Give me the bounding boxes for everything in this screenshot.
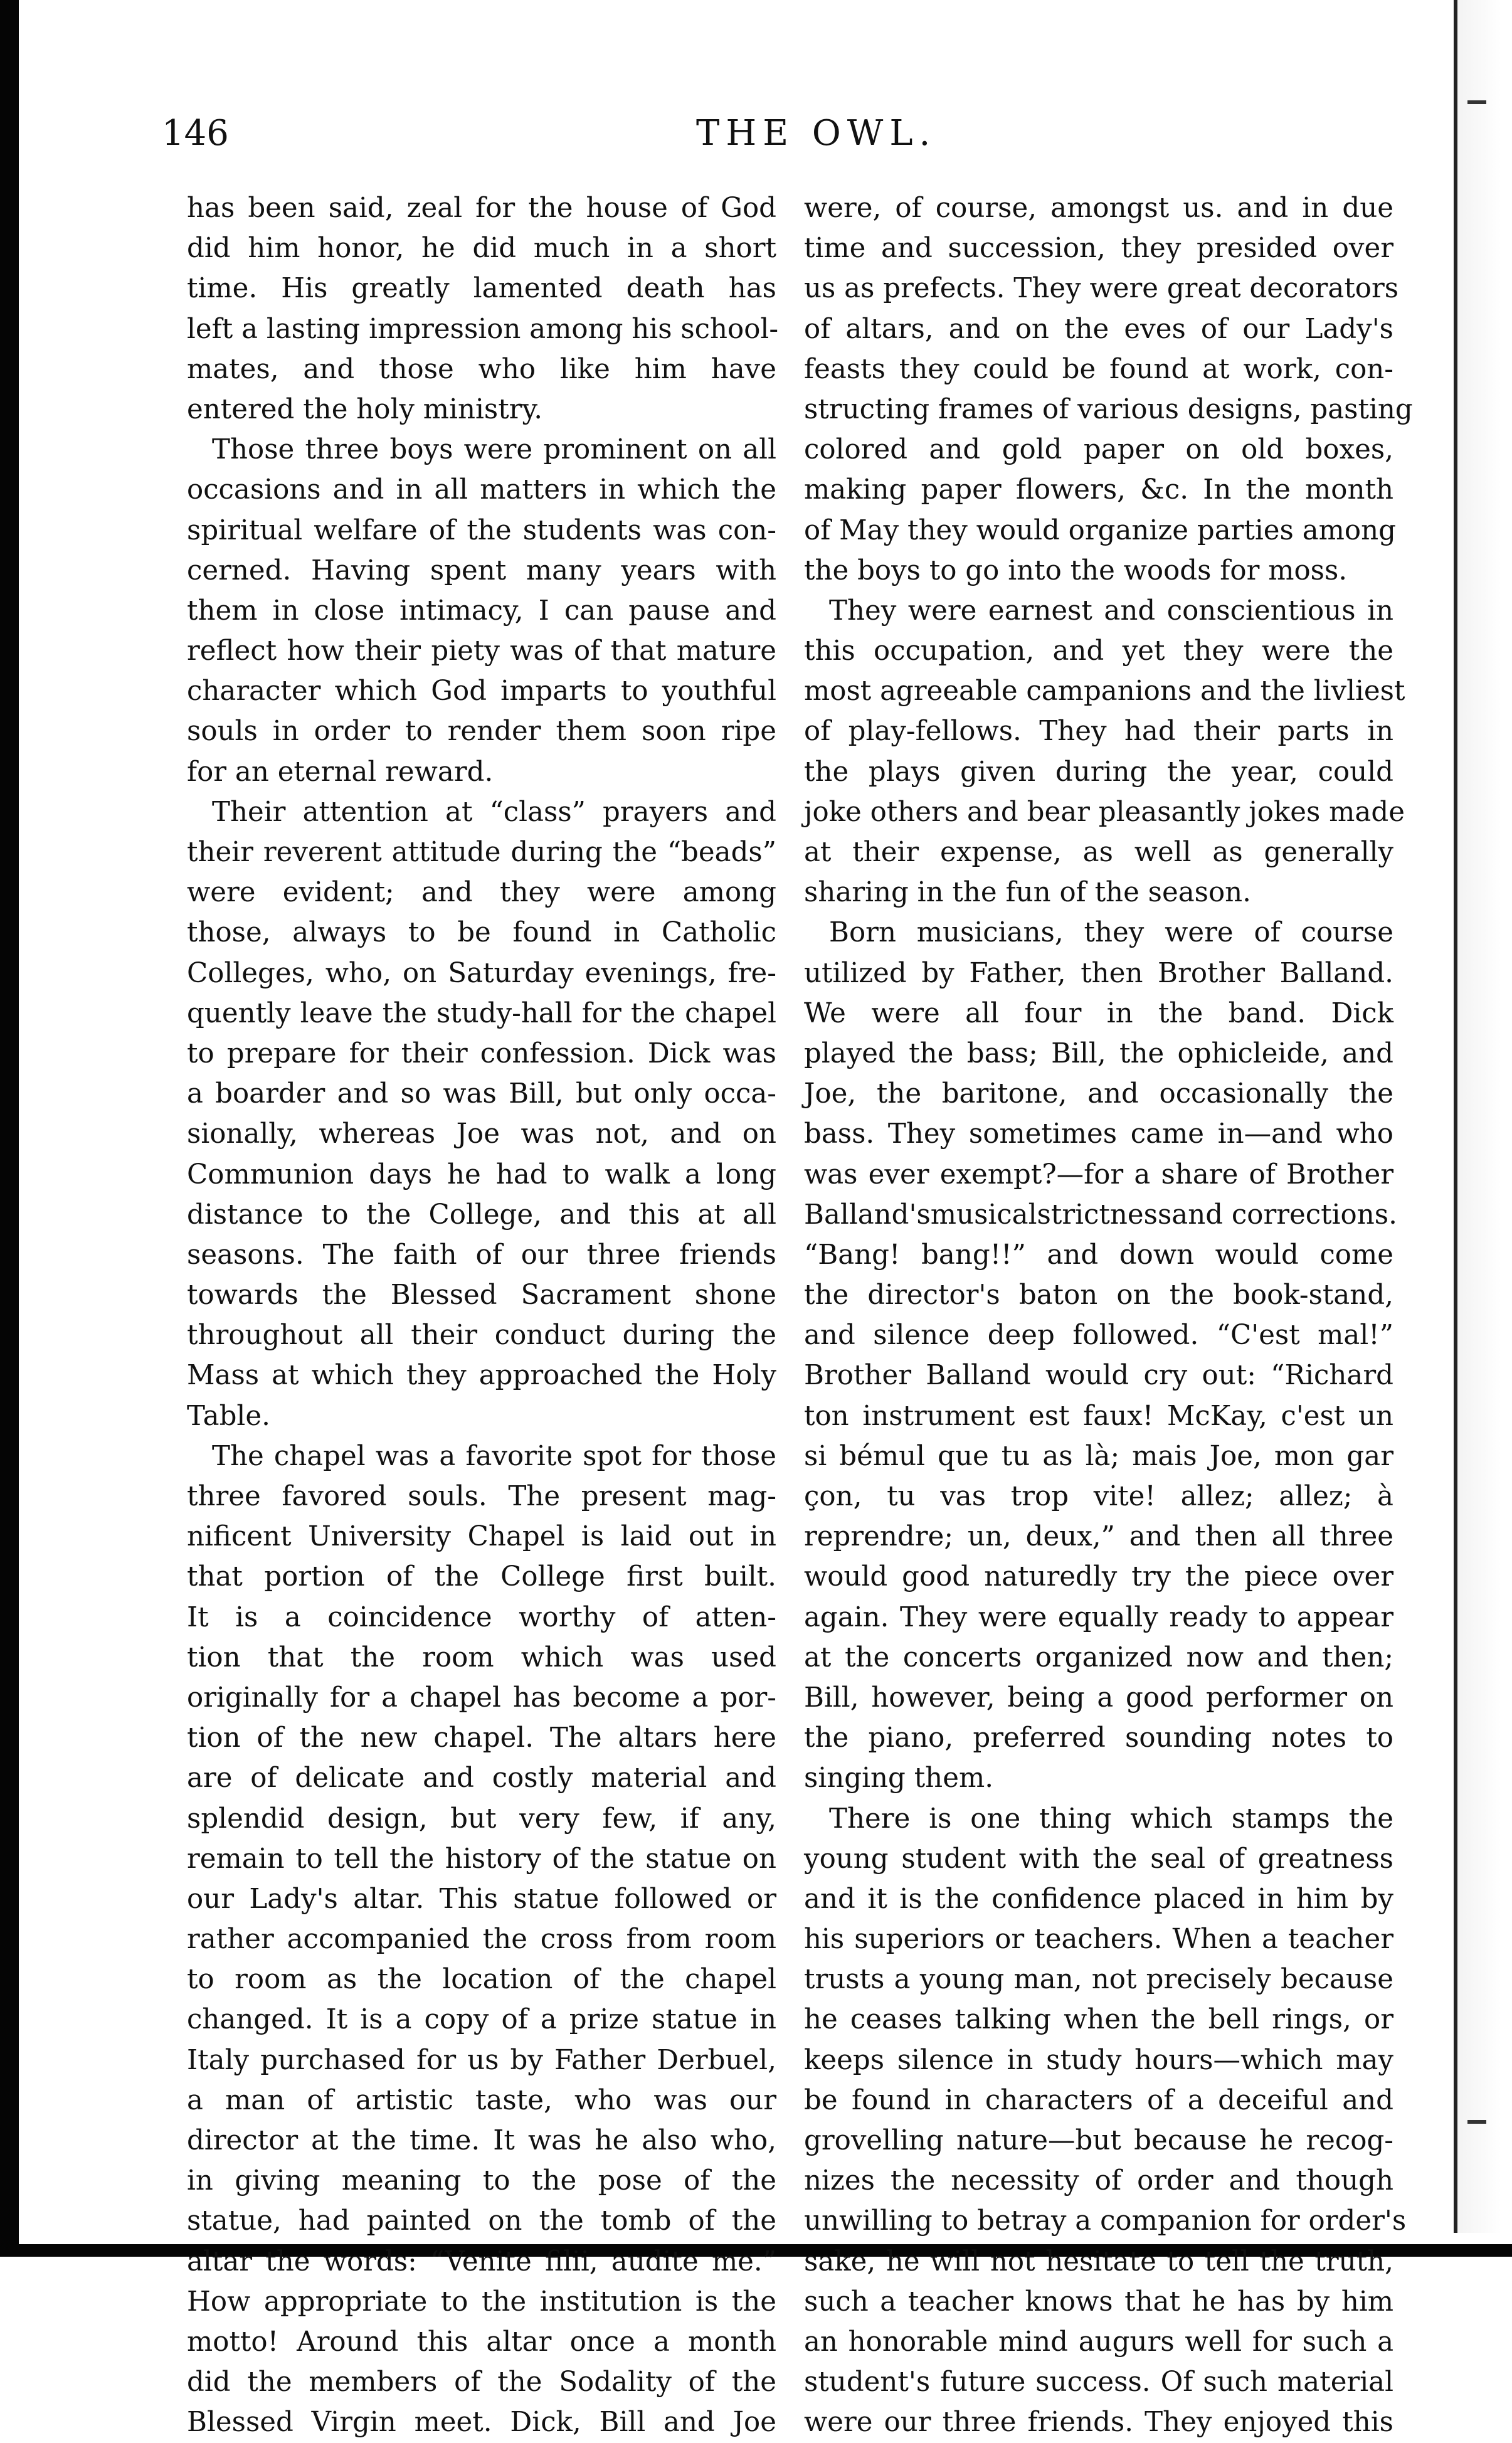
text-line: colored and gold paper on old boxes, <box>804 434 1393 466</box>
text-line: left a lasting impression among his school- <box>187 313 779 345</box>
text-line: the plays given during the year, could <box>804 756 1393 788</box>
text-line: reprendre; un, deux,” and then all three <box>804 1521 1393 1553</box>
text-line: were evident; and they were among <box>187 877 776 909</box>
text-line: “Bang! bang!!” and down would come <box>804 1239 1393 1271</box>
text-line: sake, he will not hesitate to tell the truth, <box>804 2245 1393 2277</box>
text-line: feasts they could be found at work, con- <box>804 353 1393 385</box>
text-line: director at the time. It was he also who, <box>187 2125 776 2156</box>
text-line: unwilling to betray a companion for order's <box>804 2205 1407 2237</box>
text-line: played the bass; Bill, the ophicleide, and <box>804 1037 1393 1069</box>
text-line: nificent University Chapel is laid out in <box>187 1521 776 1553</box>
text-line: an honorable mind augurs well for such a <box>804 2326 1393 2358</box>
text-line: throughout all their conduct during the <box>187 1320 776 1352</box>
text-line: remain to tell the history of the statue on <box>187 1843 776 1875</box>
text-line: utilized by Father, then Brother Balland. <box>804 957 1393 989</box>
text-line: Mass at which they approached the Holy <box>187 1360 776 1392</box>
text-line: character which God imparts to youthful <box>187 676 776 707</box>
text-line: did him honor, he did much in a short <box>187 233 776 265</box>
text-line: of May they would organize parties among <box>804 514 1396 546</box>
text-line: of play-fellows. They had their parts in <box>804 716 1393 748</box>
text-line: sharing in the fun of the season. <box>804 877 1251 909</box>
text-line: were our three friends. They enjoyed this <box>804 2407 1393 2439</box>
text-line: and silence deep followed. “C'est mal!” <box>804 1320 1393 1352</box>
text-line: souls in order to render them soon ripe <box>187 716 776 748</box>
page-number: 146 <box>162 113 229 154</box>
text-line: ton instrument est faux! McKay, c'est un <box>804 1400 1393 1432</box>
text-line: keeps silence in study hours—which may <box>804 2044 1393 2076</box>
right-page-edge <box>1454 0 1501 2233</box>
text-line: Born musicians, they were of course <box>829 917 1393 949</box>
text-line: originally for a chapel has become a por- <box>187 1682 776 1714</box>
text-line: were, of course, amongst us. and in due <box>804 193 1393 224</box>
edge-mark <box>1467 100 1486 104</box>
text-line: Brother Balland would cry out: “Richard <box>804 1360 1393 1392</box>
text-line: It is a coincidence worthy of atten- <box>187 1601 776 1633</box>
text-line: their reverent attitude during the “beads” <box>187 837 776 868</box>
text-line: the piano, preferred sounding notes to <box>804 1722 1393 1754</box>
text-line: statue, had painted on the tomb of the <box>187 2205 776 2237</box>
text-line: at the concerts organized now and then; <box>804 1641 1393 1673</box>
text-line: cerned. Having spent many years with <box>187 554 776 586</box>
text-line: young student with the seal of greatness <box>804 1843 1393 1875</box>
text-line: time. His greatly lamented death has <box>187 273 776 305</box>
text-line: There is one thing which stamps the <box>829 1803 1393 1835</box>
text-line: Joe, the baritone, and occasionally the <box>804 1078 1393 1110</box>
text-line: joke others and bear pleasantly jokes made <box>804 796 1405 828</box>
text-line: be found in characters of a deceiful and <box>804 2084 1393 2116</box>
text-line: çon, tu vas trop vite! allez; allez; à <box>804 1481 1393 1512</box>
text-line: Colleges, who, on Saturday evenings, fre- <box>187 957 776 989</box>
text-line: Balland'smusicalstrictnessand corrections. <box>804 1199 1397 1231</box>
text-line: to prepare for their confession. Dick was <box>187 1037 776 1069</box>
text-line: that portion of the College first built. <box>187 1561 776 1593</box>
text-line: such a teacher knows that he has by him <box>804 2286 1393 2318</box>
text-line: Those three boys were prominent on all <box>212 434 776 466</box>
text-line: nizes the necessity of order and though <box>804 2165 1393 2197</box>
text-line: occasions and in all matters in which the <box>187 474 776 506</box>
text-line: motto! Around this altar once a month <box>187 2326 776 2358</box>
text-line: Blessed Virgin meet. Dick, Bill and Joe <box>187 2407 776 2439</box>
text-line: Communion days he had to walk a long <box>187 1158 776 1190</box>
text-line: most agreeable campanions and the livliest <box>804 676 1405 707</box>
text-line: towards the Blessed Sacrament shone <box>187 1280 776 1312</box>
text-line: the boys to go into the woods for moss. <box>804 554 1348 586</box>
text-line: his superiors or teachers. When a teacher <box>804 1924 1393 1956</box>
text-line: entered the holy ministry. <box>187 393 543 425</box>
edge-mark <box>1467 2120 1486 2124</box>
text-line: to room as the location of the chapel <box>187 1964 776 1996</box>
text-line: sionally, whereas Joe was not, and on <box>187 1118 776 1150</box>
text-line: them in close intimacy, I can pause and <box>187 595 776 627</box>
text-line: spiritual welfare of the students was con- <box>187 514 776 546</box>
text-line: altar the words: “Venite filii, audite me.” <box>187 2245 776 2277</box>
text-line: How appropriate to the institution is the <box>187 2286 776 2318</box>
text-line: Their attention at “class” prayers and <box>212 796 776 828</box>
text-line: si bémul que tu as là; mais Joe, mon gar <box>804 1440 1393 1472</box>
text-line: splendid design, but very few, if any, <box>187 1803 776 1835</box>
text-line: We were all four in the band. Dick <box>804 997 1393 1029</box>
text-line: three favored souls. The present mag- <box>187 1481 776 1512</box>
text-line: and it is the confidence placed in him by <box>804 1883 1393 1915</box>
text-line: would good naturedly try the piece over <box>804 1561 1393 1593</box>
text-line: did the members of the Sodality of the <box>187 2366 776 2398</box>
text-line: student's future success. Of such material <box>804 2366 1393 2398</box>
text-line: tion of the new chapel. The altars here <box>187 1722 776 1754</box>
text-line: our Lady's altar. This statue followed or <box>187 1883 776 1915</box>
text-line: distance to the College, and this at all <box>187 1199 776 1231</box>
text-line: time and succession, they presided over <box>804 233 1393 265</box>
text-line: structing frames of various designs, pasting <box>804 393 1413 425</box>
running-title: THE OWL. <box>696 113 937 154</box>
text-line: a boarder and so was Bill, but only occa- <box>187 1078 776 1110</box>
text-line: seasons. The faith of our three friends <box>187 1239 776 1271</box>
text-line: he ceases talking when the bell rings, or <box>804 2004 1393 2036</box>
left-scan-border <box>0 0 19 2257</box>
text-line: of altars, and on the eves of our Lady's <box>804 313 1393 345</box>
text-line: a man of artistic taste, who was our <box>187 2084 776 2116</box>
left-column <box>187 188 779 2443</box>
text-line: bass. They sometimes came in—and who <box>804 1118 1393 1150</box>
text-line: this occupation, and yet they were the <box>804 635 1393 667</box>
text-line: quently leave the study-hall for the chapel <box>187 997 776 1029</box>
text-line: at their expense, as well as generally <box>804 837 1393 868</box>
text-line: The chapel was a favorite spot for those <box>212 1440 776 1472</box>
text-line: tion that the room which was used <box>187 1641 776 1673</box>
text-line: Italy purchased for us by Father Derbuel, <box>187 2044 776 2076</box>
text-line: rather accompanied the cross from room <box>187 1924 776 1956</box>
text-line: trusts a young man, not precisely because <box>804 1964 1393 1996</box>
text-line: are of delicate and costly material and <box>187 1762 776 1794</box>
text-line: grovelling nature—but because he recog- <box>804 2125 1393 2156</box>
text-line: was ever exempt?—for a share of Brother <box>804 1158 1393 1190</box>
text-line: us as prefects. They were great decorators <box>804 273 1399 305</box>
text-line: They were earnest and conscientious in <box>829 595 1393 627</box>
text-line: changed. It is a copy of a prize statue in <box>187 2004 776 2036</box>
text-line: has been said, zeal for the house of God <box>187 193 776 224</box>
text-line: Table. <box>187 1400 270 1432</box>
text-line: singing them. <box>804 1762 994 1794</box>
text-line: those, always to be found in Catholic <box>187 917 776 949</box>
text-line: Bill, however, being a good performer on <box>804 1682 1393 1714</box>
text-line: again. They were equally ready to appear <box>804 1601 1393 1633</box>
text-line: making paper flowers, &c. In the month <box>804 474 1393 506</box>
text-line: reflect how their piety was of that mature <box>187 635 776 667</box>
text-line: for an eternal reward. <box>187 756 494 788</box>
right-column <box>804 188 1413 2443</box>
text-line: the director's baton on the book-stand, <box>804 1280 1393 1312</box>
text-line: in giving meaning to the pose of the <box>187 2165 776 2197</box>
text-line: mates, and those who like him have <box>187 353 776 385</box>
